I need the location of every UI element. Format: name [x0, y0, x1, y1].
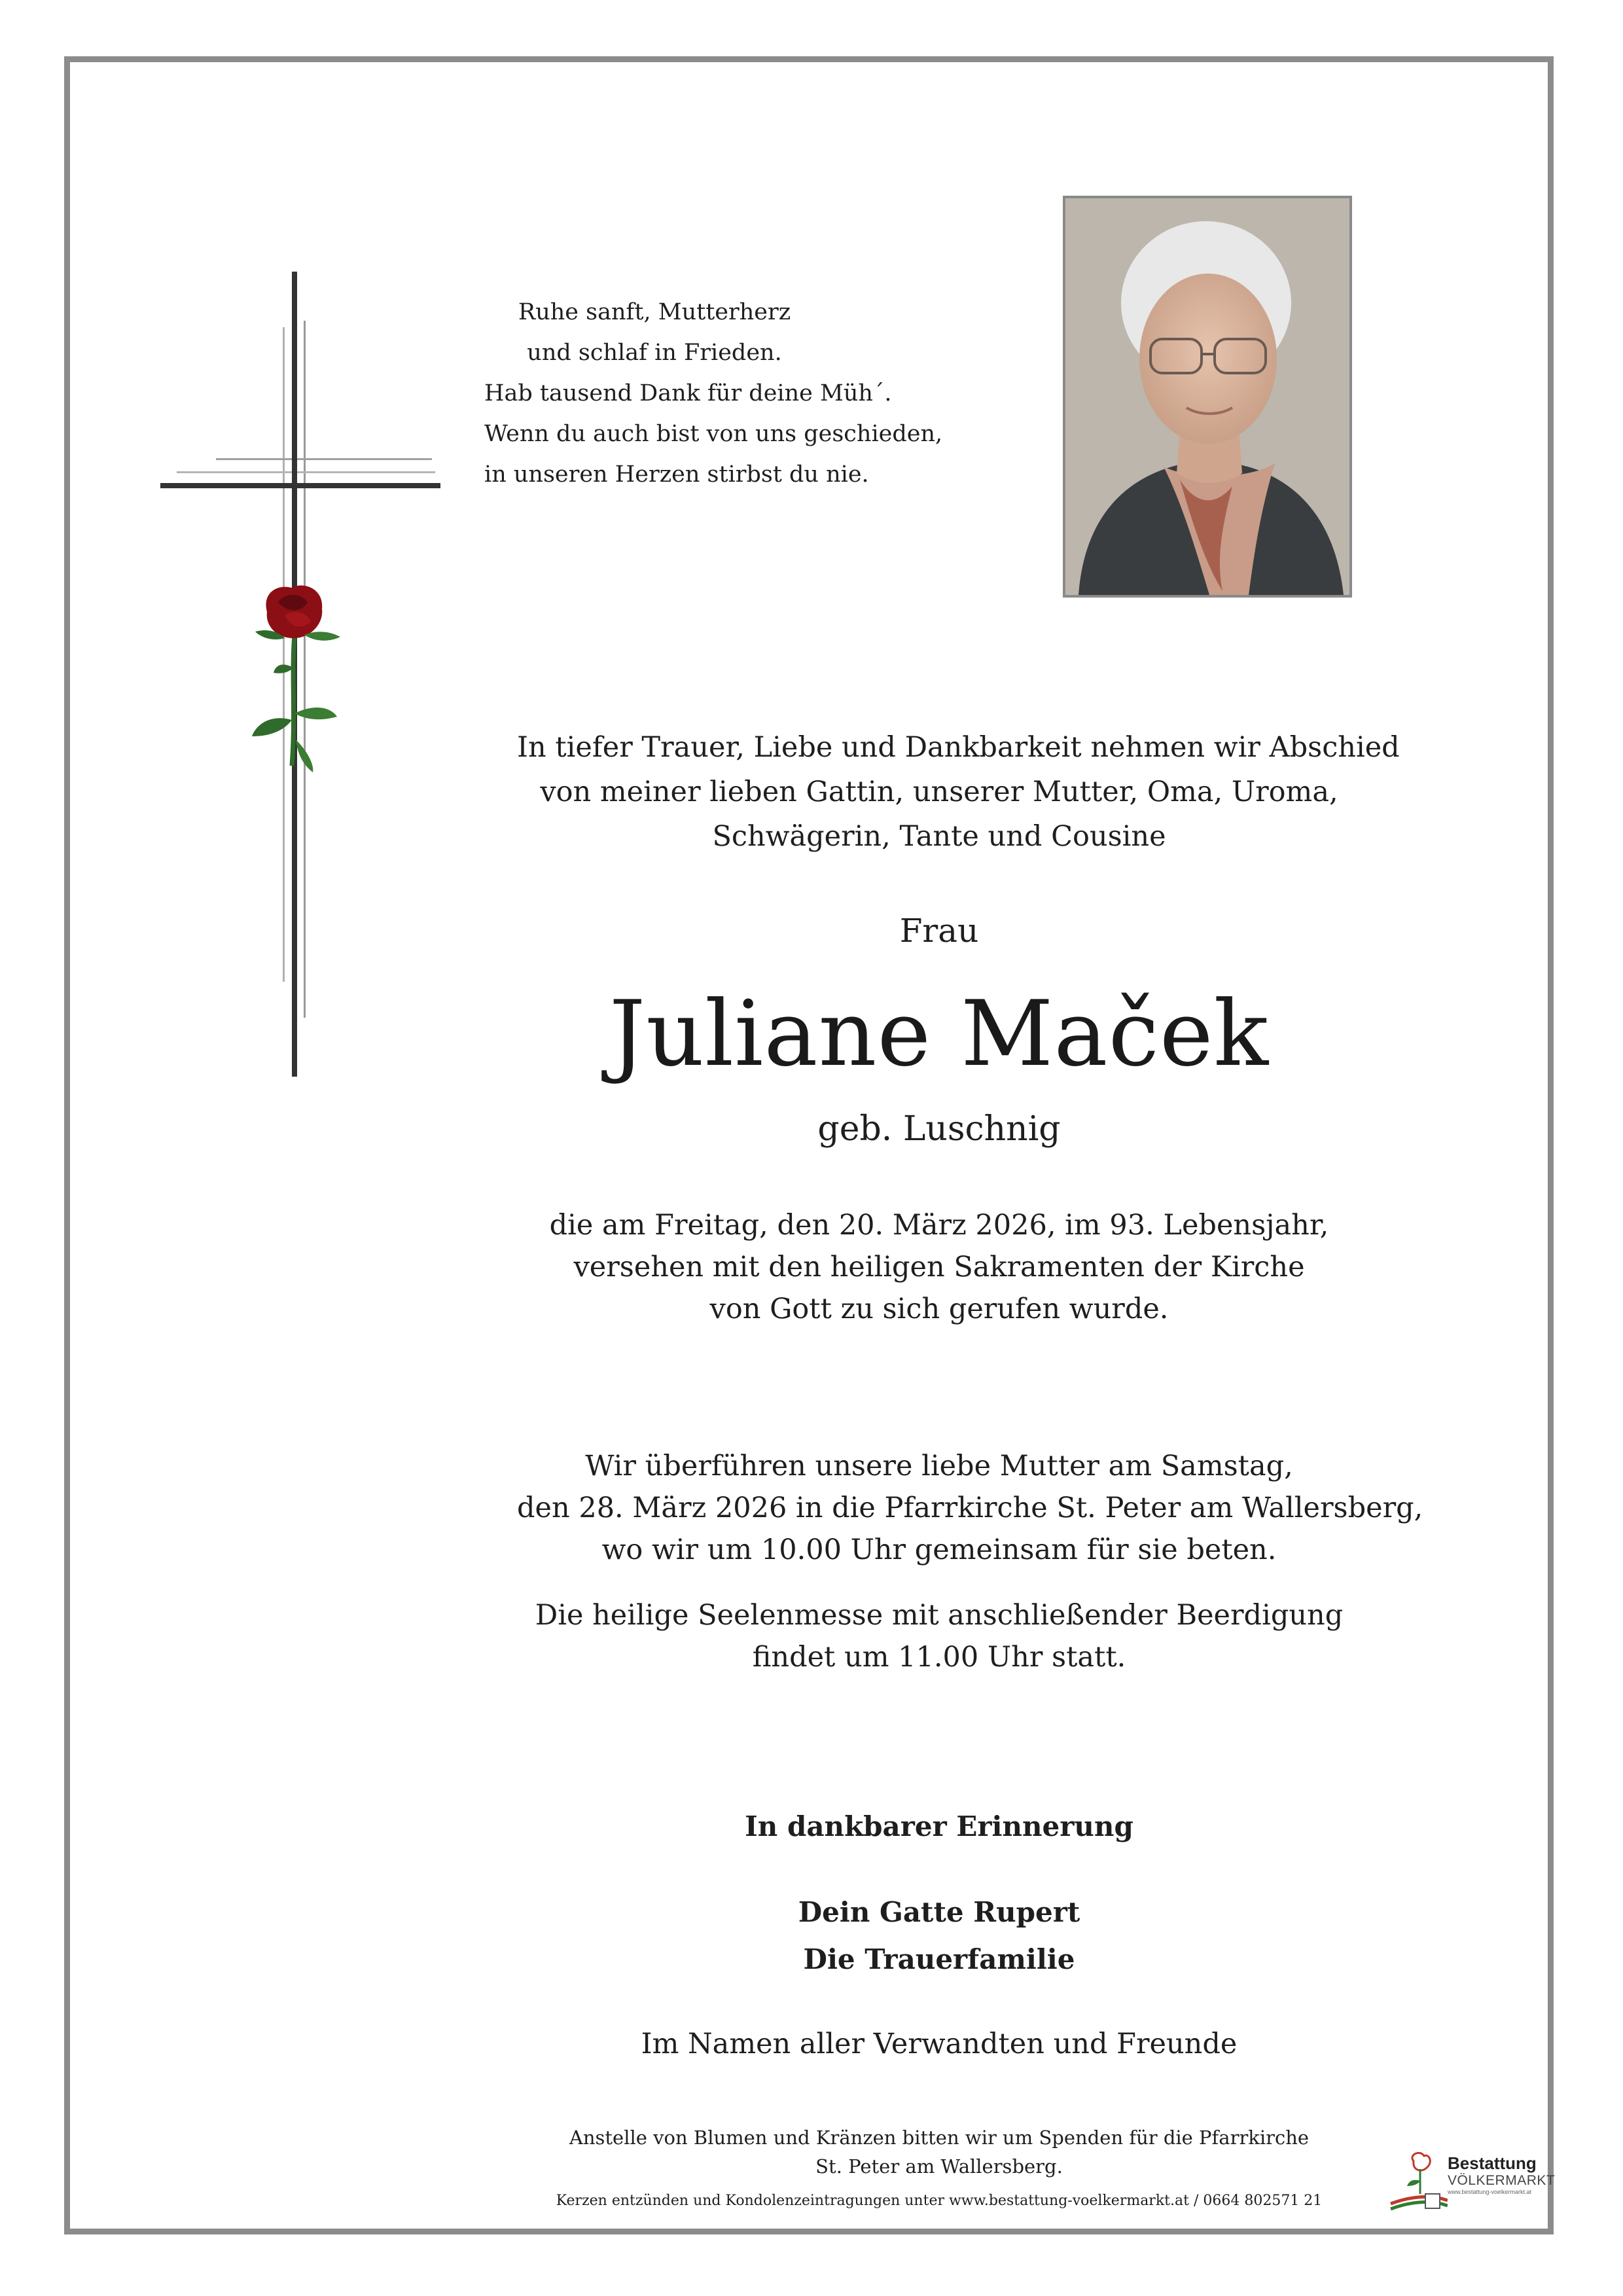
intro-text [517, 725, 1400, 859]
family-line: Die Trauerfamilie [803, 1943, 1075, 1975]
candles-note: Kerzen entzünden und Kondolenzeintragungen unter www.bestattung-voelkermarkt.at / 0664 802571 21 [556, 2193, 1323, 2209]
cross-with-rose-icon [157, 268, 445, 1086]
rose-logo-icon [1387, 2148, 1448, 2220]
poem [484, 292, 943, 495]
mass-info [517, 1594, 1361, 1678]
deceased-name: Juliane Maček [609, 981, 1270, 1086]
salutation: Frau [899, 912, 979, 950]
relatives-line: Im Namen aller Verwandten und Freunde [641, 2028, 1238, 2060]
logo-line1: Bestattung [1448, 2153, 1537, 2173]
portrait-image [1065, 198, 1349, 595]
death-notice [517, 1204, 1361, 1330]
birth-name: geb. Luschnig [817, 1109, 1061, 1149]
service-line: Wir überführen unsere liebe Mutter am Samstag, [585, 1450, 1293, 1482]
intro-line: von meiner lieben Gattin, unserer Mutter, Oma, Uroma, [540, 776, 1338, 808]
family-line: Dein Gatte Rupert [798, 1896, 1080, 1928]
logo-line2: VÖLKERMARKT [1448, 2173, 1556, 2188]
family-signature [517, 1889, 1361, 1983]
poem-line: Ruhe sanft, Mutterherz [518, 299, 791, 325]
logo-line3: www.bestattung-voelkermarkt.at [1448, 2189, 1532, 2195]
intro-line: Schwägerin, Tante und Cousine [712, 820, 1166, 853]
portrait-photo [1063, 196, 1352, 598]
mass-line: findet um 11.00 Uhr statt. [752, 1641, 1126, 1674]
service-info [517, 1445, 1423, 1571]
poem-line: Wenn du auch bist von uns geschieden, [484, 421, 943, 447]
service-line: wo wir um 10.00 Uhr gemeinsam für sie beten. [601, 1534, 1277, 1566]
memory-heading: In dankbarer Erinnerung [745, 1810, 1133, 1842]
flowers-note [517, 2123, 1361, 2181]
poem-line: Hab tausend Dank für deine Müh´. [484, 380, 892, 406]
poem-line: und schlaf in Frieden. [527, 340, 782, 366]
service-line: den 28. März 2026 in die Pfarrkirche St. Peter am Wallersberg, [517, 1492, 1423, 1524]
death-line: von Gott zu sich gerufen wurde. [709, 1293, 1169, 1325]
flowers-line: Anstelle von Blumen und Kränzen bitten wir um Spenden für die Pfarrkirche [569, 2126, 1310, 2149]
death-line: die am Freitag, den 20. März 2026, im 93. Lebensjahr, [549, 1209, 1329, 1242]
funeral-home-logo [1387, 2148, 1556, 2220]
death-line: versehen mit den heiligen Sakramenten der Kirche [573, 1251, 1305, 1283]
poem-line: in unseren Herzen stirbst du nie. [484, 461, 869, 488]
mass-line: Die heilige Seelenmesse mit anschließender Beerdigung [535, 1599, 1344, 1632]
flowers-line: St. Peter am Wallersberg. [815, 2155, 1063, 2178]
intro-line: In tiefer Trauer, Liebe und Dankbarkeit nehmen wir Abschied [517, 731, 1400, 764]
